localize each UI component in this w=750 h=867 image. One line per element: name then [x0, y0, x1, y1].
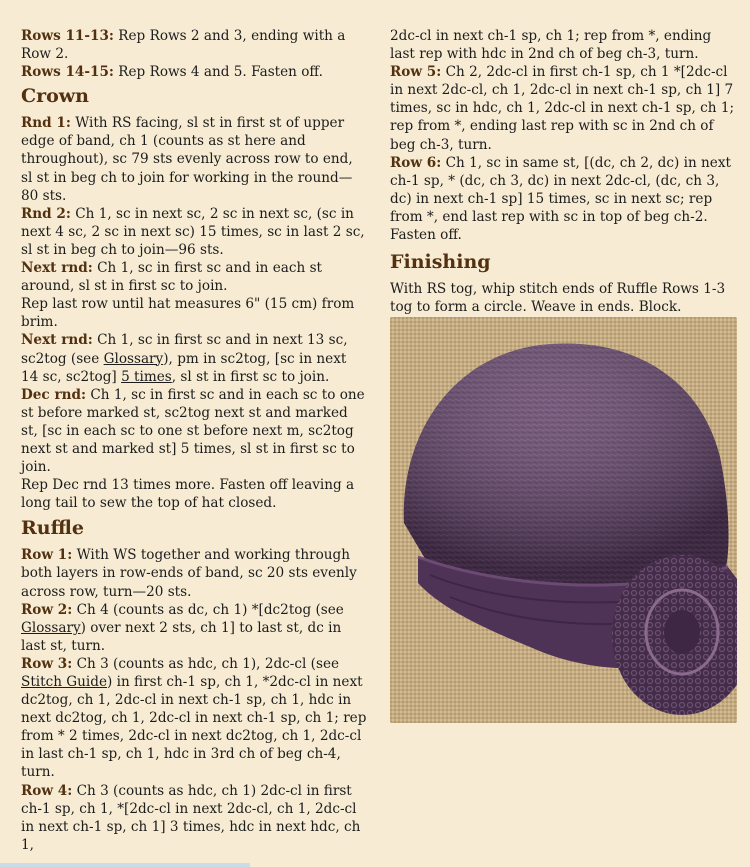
row-4-para — [21, 782, 367, 854]
finishing-para: With RS tog, whip stitch ends of Ruffle Rows 1-3 tog to form a circle. Weave in ends. Block. — [390, 281, 726, 316]
bottom-scroll-indicator — [0, 863, 250, 867]
ruffle-heading: Ruffle — [21, 517, 84, 540]
instruction-text: Ch 3 (counts as hdc, ch 1), 2dc-cl (see — [76, 655, 340, 672]
dec-rnd-para — [21, 386, 367, 476]
row-label: Next rnd: — [21, 332, 93, 349]
instruction-text: Ch 1, sc in first sc and in each st around, sl st in first sc to join. — [21, 260, 323, 295]
instruction-text: Ch 1, sc in first sc and in next 13 sc, sc2tog (see — [21, 332, 348, 367]
row-4-continued-para: 2dc-cl in next ch-1 sp, ch 1; rep from *, ending last rep with hdc in 2nd ch of beg ch-3, turn. — [390, 28, 712, 63]
rows-14-15-para — [21, 63, 367, 81]
row-label: Dec rnd: — [21, 386, 87, 403]
right-column — [390, 0, 736, 316]
crown-heading: Crown — [21, 85, 89, 108]
instruction-text: Ch 1, sc in first sc and in each sc to one st before marked st, sc2tog next st and marked st, [sc in each sc to one st before next m, sc2tog next st and marked st] 5 times, sl st in first sc to join. — [21, 386, 365, 476]
row-label: Next rnd: — [21, 260, 93, 277]
instruction-text: With WS together and working through both layers in row-ends of band, sc 20 sts evenly across row, turn—20 sts. — [21, 547, 357, 600]
row-label: Rows 14-15: — [21, 64, 114, 81]
row-3-para — [21, 655, 367, 782]
finishing-heading: Finishing — [390, 251, 491, 274]
hat-photo — [390, 317, 737, 723]
instruction-text: Ch 2, 2dc-cl in first ch-1 sp, ch 1 *[2dc-cl in next 2dc-cl, ch 1, 2dc-cl in next ch-1 sp, ch 1] 7 times, sc in hdc, ch 1, 2dc-cl in next ch-1 sp, ch 1; rep from *, ending last rep with sc in 2nd ch of beg ch-3, turn. — [390, 64, 735, 153]
instruction-text: Ch 1, sc in next sc, 2 sc in next sc, (sc in next 4 sc, 2 sc in next sc) 15 times, sc in last 2 sc, sl st in beg ch to join—96 sts. — [21, 205, 365, 258]
glossary-link[interactable]: Glossary — [21, 619, 81, 636]
row-label: Rnd 1: — [21, 115, 71, 132]
row-2-para — [21, 601, 367, 655]
instruction-text: ) over next 2 sts, ch 1] to last st, dc in last st, turn. — [21, 619, 342, 654]
times-underline: 5 times — [121, 368, 172, 385]
row-label: Rows 11-13: — [21, 28, 114, 44]
left-column — [21, 0, 367, 854]
row-label: Row 2: — [21, 601, 73, 618]
instruction-text: ) in first ch-1 sp, ch 1, *2dc-cl in next dc2tog, ch 1, 2dc-cl in next ch-1 sp, ch 1, hdc in next dc2tog, ch 1, 2dc-cl in next ch-1 sp, ch 1; rep from * 2 times, 2dc-cl in next dc2tog, ch 1, 2dc-cl in last ch-1 sp, ch 1, hdc in 3rd ch of beg ch-4, turn. — [21, 674, 367, 781]
hat-photo-svg — [390, 317, 737, 723]
rows-11-13-para — [21, 27, 367, 63]
instruction-text: Ch 4 (counts as dc, ch 1) *[dc2tog (see — [76, 601, 344, 618]
instruction-text: Ch 3 (counts as hdc, ch 1) 2dc-cl in first ch-1 sp, ch 1, *[2dc-cl in next 2dc-cl, ch 1, 2dc-cl in next ch-1 sp, ch 1] 3 times, hdc in next hdc, ch 1, — [21, 782, 361, 853]
instruction-text: ), pm in sc2tog, [sc in next 14 sc, sc2tog] — [21, 350, 347, 385]
next-rnd-1-para — [21, 259, 367, 295]
row-label: Row 5: — [390, 64, 442, 81]
row-label: Rnd 2: — [21, 205, 71, 222]
row-6-para — [390, 154, 736, 244]
rep-last-para: Rep last row until hat measures 6" (15 cm) from brim. — [21, 296, 355, 331]
rnd-2-para — [21, 205, 367, 259]
instruction-text: Ch 1, sc in same st, [(dc, ch 2, dc) in next ch-1 sp, * (dc, ch 3, dc) in next 2dc-cl, (dc, ch 3, dc) in next ch-1 sp] 15 times, sc in next sc; rep from *, end last rep with sc in top of beg ch-2. Fasten off. — [390, 154, 731, 244]
instruction-text: Rep Rows 2 and 3, ending with a Row 2. — [21, 28, 346, 63]
instruction-text: , sl st in first sc to join. — [171, 368, 330, 385]
row-1-para — [21, 546, 367, 600]
row-label: Row 4: — [21, 782, 73, 799]
stitch-guide-link[interactable]: Stitch Guide — [21, 674, 107, 690]
row-5-para — [390, 63, 736, 153]
instruction-text: With RS facing, sl st in first st of upper edge of band, ch 1 (counts as st here and throughout), sc 79 sts evenly across row to end, sl st in beg ch to join for working in the round—80 sts. — [21, 115, 353, 204]
instruction-text: Rep Rows 4 and 5. Fasten off. — [118, 64, 323, 81]
row-label: Row 6: — [390, 154, 442, 171]
next-rnd-2-para — [21, 331, 367, 385]
rep-dec-para: Rep Dec rnd 13 times more. Fasten off leaving a long tail to sew the top of hat closed. — [21, 477, 355, 512]
row-label: Row 3: — [21, 655, 73, 672]
row-label: Row 1: — [21, 547, 73, 564]
rnd-1-para — [21, 114, 367, 204]
glossary-link[interactable]: Glossary — [103, 350, 164, 367]
